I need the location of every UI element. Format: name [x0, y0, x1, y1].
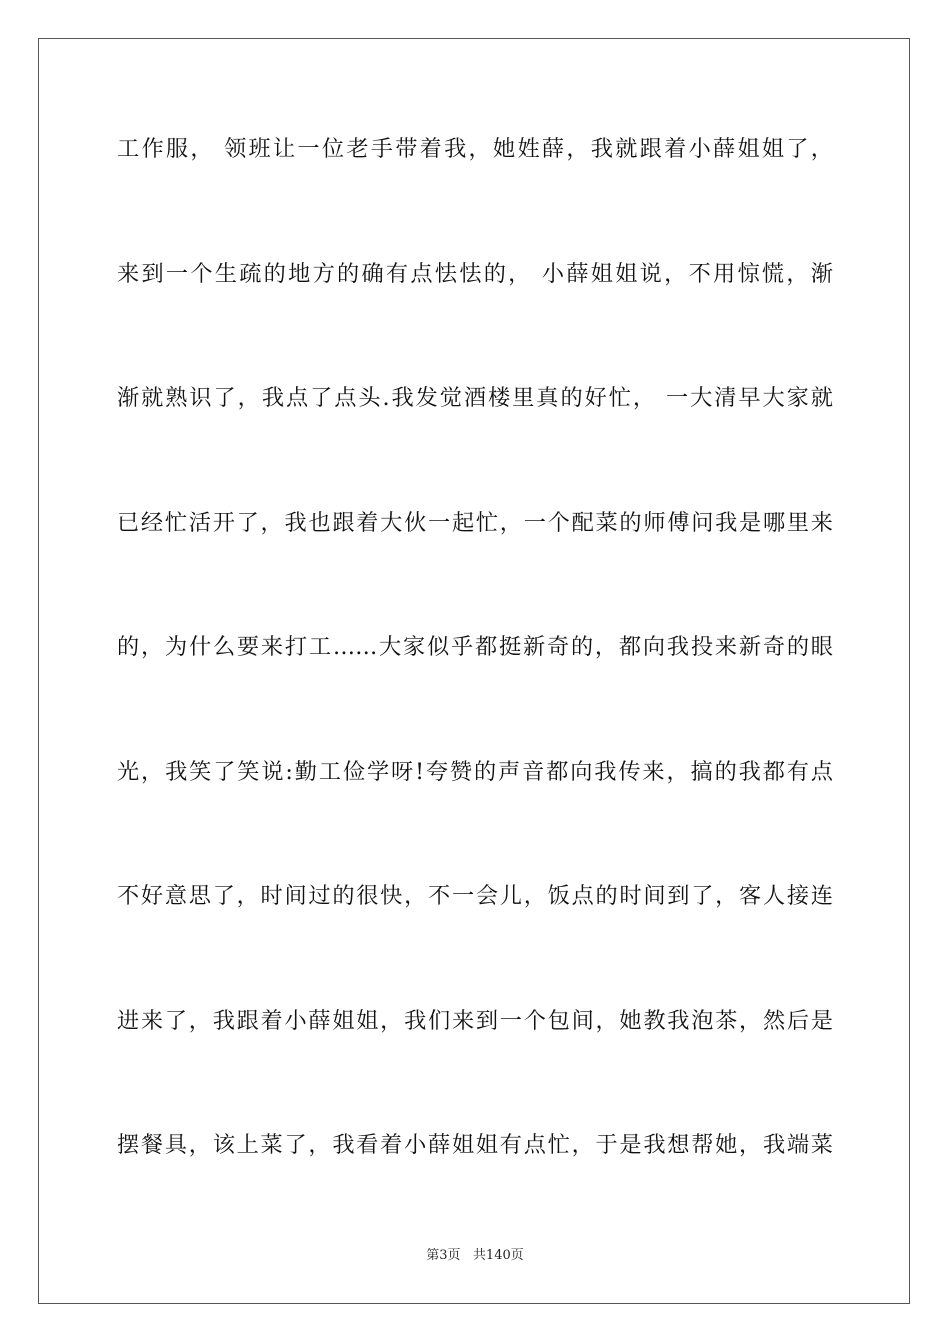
- body-text-line-6: 光，我笑了笑说:勤工俭学呀!夸赞的声音都向我传来，搞的我都有点: [117, 759, 833, 785]
- body-text-line-4: 已经忙活开了，我也跟着大伙一起忙，一个配菜的师傅问我是哪里来: [117, 510, 833, 536]
- body-text-line-1: 工作服， 领班让一位老手带着我，她姓薛，我就跟着小薛姐姐了，: [117, 136, 833, 162]
- body-text-line-2: 来到一个生疏的地方的确有点怯怯的， 小薛姐姐说，不用惊慌，渐: [117, 261, 833, 287]
- body-text-line-3: 渐就熟识了，我点了点头.我发觉酒楼里真的好忙， 一大清早大家就: [117, 385, 833, 411]
- body-text-line-7: 不好意思了，时间过的很快，不一会儿，饭点的时间到了，客人接连: [117, 883, 833, 909]
- body-text-line-5: 的，为什么要来打工……大家似乎都挺新奇的，都向我投来新奇的眼: [117, 634, 833, 660]
- body-text-line-9: 摆餐具，该上菜了，我看着小薛姐姐有点忙，于是我想帮她，我端菜: [117, 1132, 833, 1158]
- body-text-line-8: 进来了，我跟着小薛姐姐，我们来到一个包间，她教我泡茶，然后是: [117, 1008, 833, 1034]
- page-border: [38, 38, 910, 1304]
- page-number-footer: 第3页 共140页: [426, 1248, 524, 1263]
